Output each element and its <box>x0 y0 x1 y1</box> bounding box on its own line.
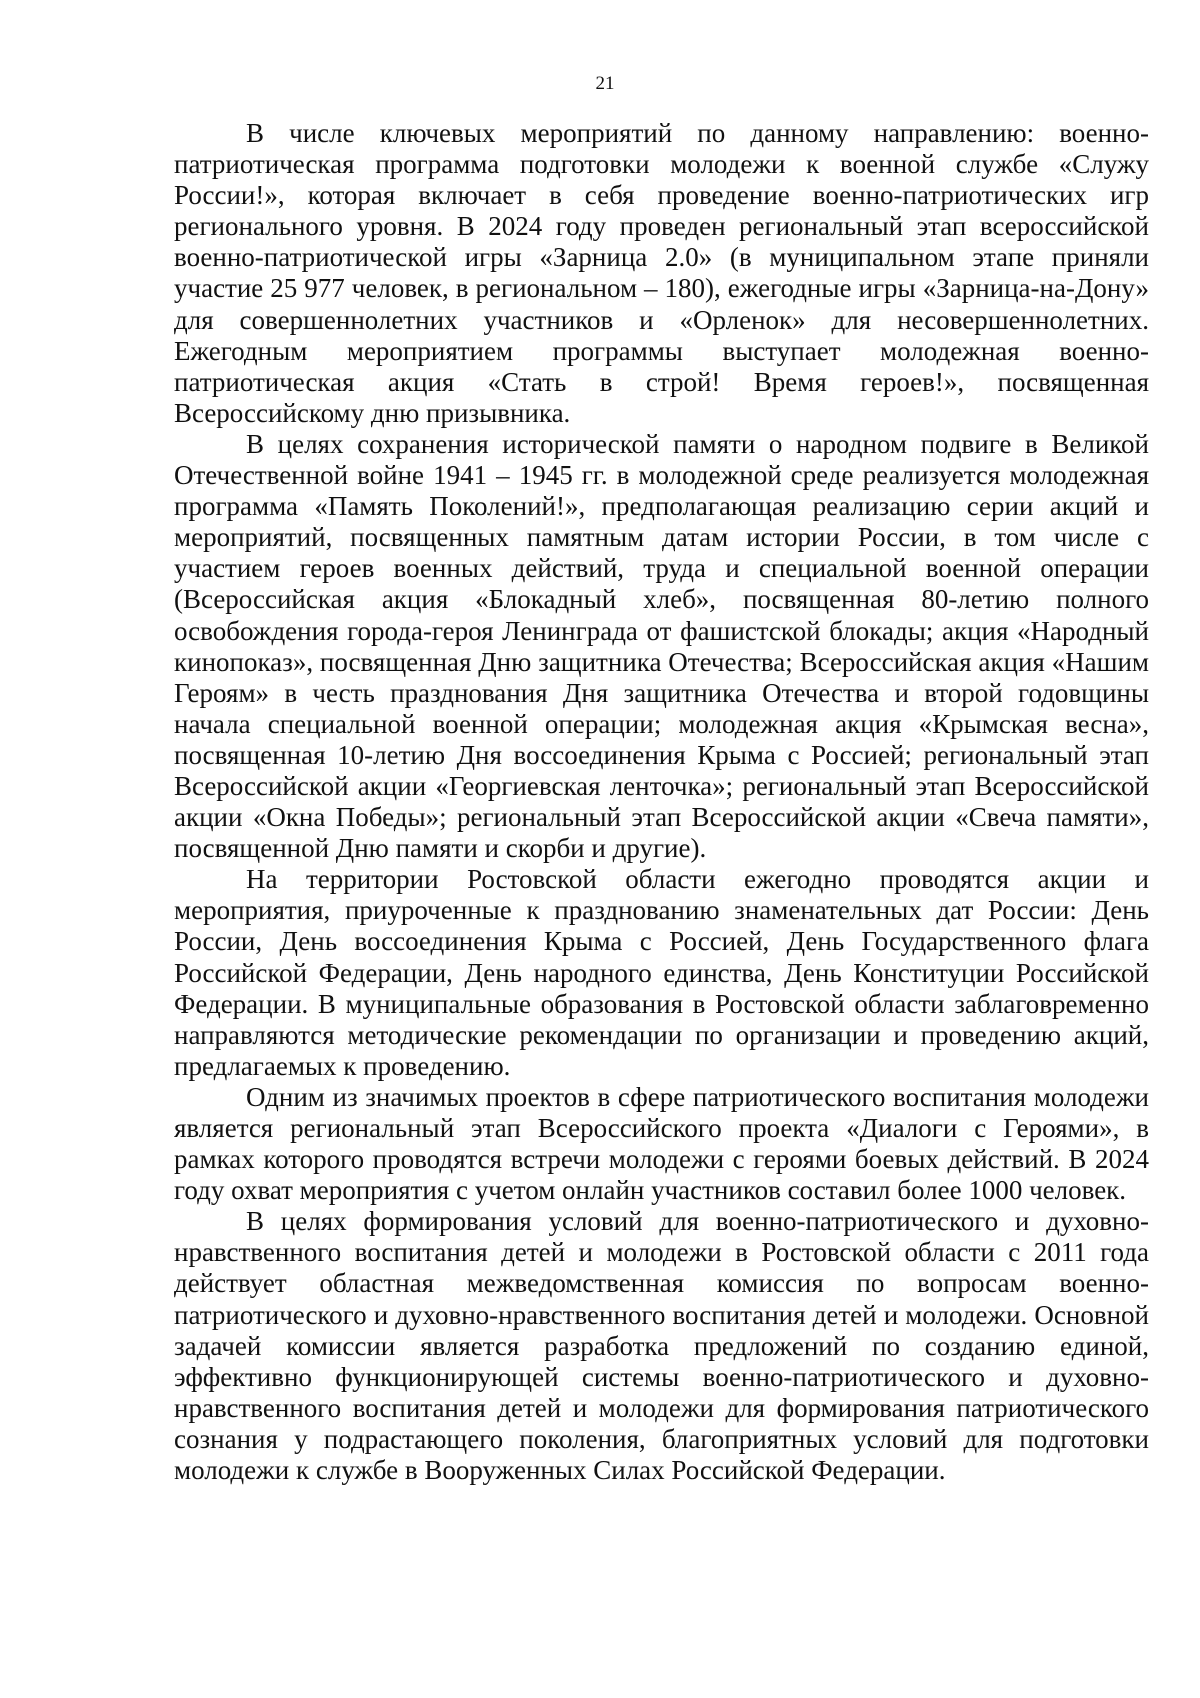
paragraph-zarnitsa-program: В числе ключевых мероприятий по данному направлению: военно-патриотическая программа подготовки молодежи к военной службе «Служу России!», которая включает в себя проведение военно-патриотических игр регионального уровня. В 2024 году проведен региональный этап всероссийской военно-патриотической игры «Зарница 2.0» (в муниципальном этапе приняли участие 25 977 человек, в региональном – 180), ежегодные игры «Зарница-на-Дону» для совершеннолетних участников и «Орленок» для несовершеннолетних. Ежегодным мероприятием программы выступает молодежная военно-патриотическая акция «Стать в строй! Время героев!», посвященная Всероссийскому дню призывника. <box>174 118 1149 428</box>
paragraph-memorable-dates: На территории Ростовской области ежегодно проводятся акции и мероприятия, приуроченные к празднованию знаменательных дат России: День России, День воссоединения Крыма с Россией, День Государственного флага Российской Федерации, День народного единства, День Конституции Российской Федерации. В муниципальные образования в Ростовской области заблаговременно направляются методические рекомендации по организации и проведению акций, предлагаемых к проведению. <box>174 864 1149 1081</box>
paragraph-interagency-commission: В целях формирования условий для военно-патриотического и духовно-нравственного воспитания детей и молодежи в Ростовской области с 2011 года действует областная межведомственная комиссия по вопросам военно-патриотического и духовно-нравственного воспитания детей и молодежи. Основной задачей комиссии является разработка предложений по созданию единой, эффективно функционирующей системы военно-патриотического и духовно-нравственного воспитания детей и молодежи для формирования патриотического сознания у подрастающего поколения, благоприятных условий для подготовки молодежи к службе в Вооруженных Силах Российской Федерации. <box>174 1206 1149 1486</box>
document-body <box>174 118 1149 1486</box>
paragraph-dialogues-with-heroes: Одним из значимых проектов в сфере патриотического воспитания молодежи является региональный этап Всероссийского проекта «Диалоги с Героями», в рамках которого проводятся встречи молодежи с героями боевых действий. В 2024 году охват мероприятия с учетом онлайн участников составил более 1000 человек. <box>174 1081 1149 1206</box>
page-number: 21 <box>595 73 615 94</box>
paragraph-historical-memory: В целях сохранения исторической памяти о народном подвиге в Великой Отечественной войне 1941 – 1945 гг. в молодежной среде реализуется молодежная программа «Память Поколений!», предполагающая реализацию серии акций и мероприятий, посвященных памятным датам истории России, в том числе с участием героев военных действий, труда и специальной военной операции (Всероссийская акция «Блокадный хлеб», посвященная 80-летию полного освобождения города-героя Ленинграда от фашистской блокады; акция «Народный кинопоказ», посвященная Дню защитника Отечества; Всероссийская акция «Нашим Героям» в честь празднования Дня защитника Отечества и второй годовщины начала специальной военной операции; молодежная акция «Крымская весна», посвященная 10-летию Дня воссоединения Крыма с Россией; региональный этап Всероссийской акции «Георгиевская ленточка»; региональный этап Всероссийской акции «Окна Победы»; региональный этап Всероссийской акции «Свеча памяти», посвященной Дню памяти и скорби и другие). <box>174 428 1149 864</box>
